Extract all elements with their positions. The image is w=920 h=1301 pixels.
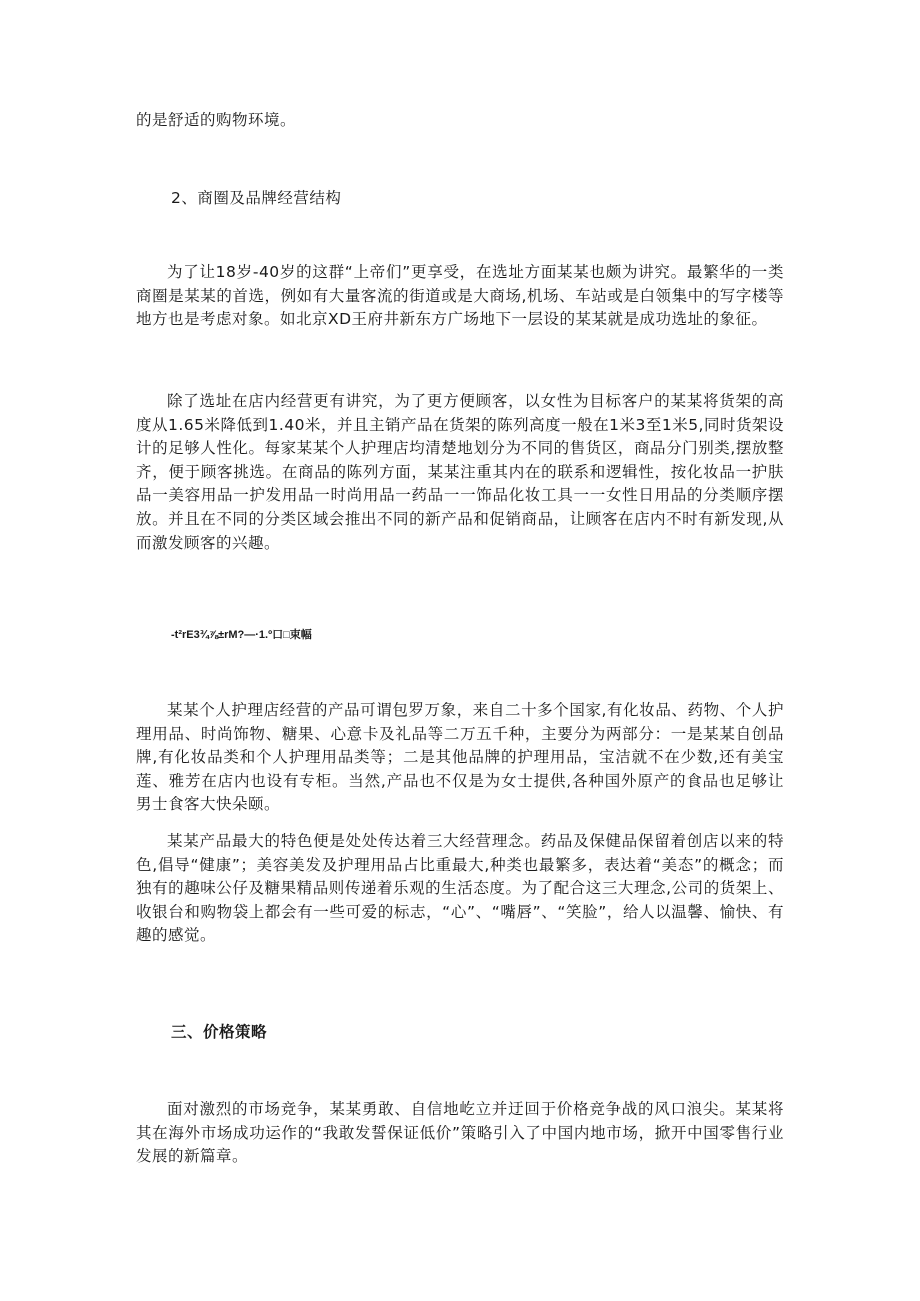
product-range-paragraph: 某某个人护理店经营的产品可谓包罗万象，来自二十多个国家,有化妆品、药物、个人护理用品、时尚饰物、糖果、心意卡及礼品等二万五千种，主要分为两部分：一是某某自创品牌,有化妆品类和个人护理用品类等；二是其他品牌的护理用品，宝洁就不在少数,还有美宝莲、雅芳在店内也设有专柜。当然,产品也不仅是为女士提供,各种国外原产的食品也足够让男士食客大快朵颐。 <box>136 701 784 814</box>
store-layout-paragraph: 除了选址在店内经营更有讲究，为了更方便顾客，以女性为目标客户的某某将货架的高度从1.65米降低到1.40米，并且主销产品在货架的陈列高度一般在1米3至1米5,同时货架设计的足够人性化。每家某某个人护理店均清楚地划分为不同的售货区，商品分门别类,摆放整齐，便于顾客挑选。在商品的陈列方面，某某注重其内在的联系和逻辑性，按化妆品一护肤品一美容用品一护发用品一时尚用品一药品一一饰品化妆工具一一女性日用品的分类顺序摆放。并且在不同的分类区域会推出不同的新产品和促销商品，让顾客在店内不时有新发现,从而激发顾客的兴趣。 <box>136 392 784 552</box>
price-strategy-paragraph: 面对激烈的市场竞争，某某勇敢、自信地屹立并迂回于价格竞争战的风口浪尖。某某将其在海外市场成功运作的“我敢发誓保证低价”策略引入了中国内地市场，掀开中国零售行业发展的新篇章。 <box>136 1100 784 1166</box>
location-paragraph: 为了让18岁-40岁的这群“上帝们”更享受，在选址方面某某也颇为讲究。最繁华的一类商圈是某某的首选，例如有大量客流的街道或是大商场,机场、车站或是白领集中的写字楼等地方也是考虑对象。如北京XD王府井新东方广场地下一层设的某某就是成功选址的象征。 <box>136 263 784 329</box>
intro-tail-paragraph: 的是舒适的购物环境。 <box>136 111 297 129</box>
section-3-heading: 三、价格策略 <box>171 1023 268 1041</box>
business-concepts-paragraph: 某某产品最大的特色便是处处传达着三大经营理念。药品及保健品保留着创店以来的特色,倡导“健康”；美容美发及护理用品占比重最大,种类也最繁多，表达着“美态”的概念；而独有的趣味公仔及糖果精品则传递着乐观的生活态度。为了配合这三大理念,公司的货架上、收银台和购物袋上都会有一些可爱的标志，“心”、“嘴唇”、“笑脸”，给人以温馨、愉快、有趣的感觉。 <box>136 832 784 945</box>
garbled-subheading: -t²rE3¾⅞±rM?—·1.º口□束幅 <box>171 629 312 641</box>
section-2-heading: 2、商圈及品牌经营结构 <box>171 189 342 207</box>
